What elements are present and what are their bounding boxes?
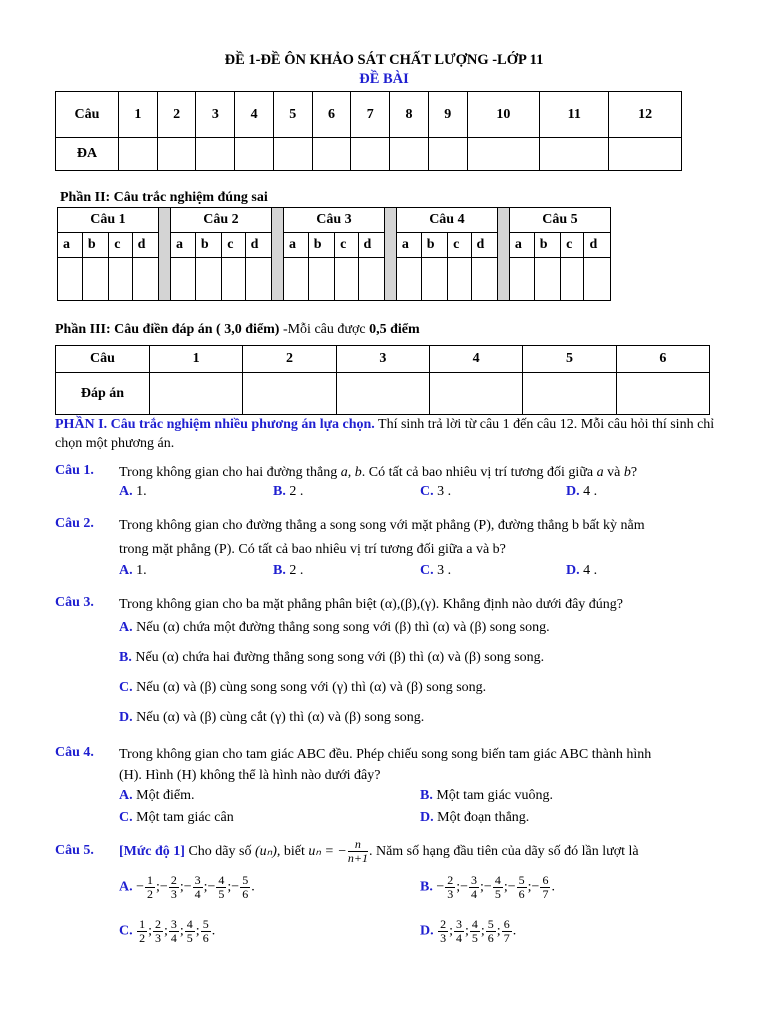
answer-cell[interactable] — [273, 138, 312, 171]
separator — [271, 208, 283, 301]
answer-cell[interactable] — [471, 258, 497, 301]
table-col: 1 — [119, 92, 158, 138]
answer-cell[interactable] — [157, 138, 196, 171]
answer-cell[interactable] — [358, 258, 384, 301]
subcol-header: c — [222, 233, 245, 258]
option-a[interactable]: A. 1. — [119, 563, 147, 578]
table-col: 3 — [336, 346, 429, 373]
answer-cell[interactable] — [396, 258, 421, 301]
option-b[interactable]: B. − $\frac{2}{3}$ ;− $\frac{3}{4}$ ;− $\frac{4}{5}$ ;− $\frac{5}{6}$ ;− $\frac{6}{7}$ . — [420, 873, 555, 901]
table-row-label: ĐA — [56, 138, 119, 171]
option-b[interactable]: B. Nếu (α) chứa hai đường thẳng song song với (β) thì (α) và (β) song song. — [119, 650, 545, 665]
answer-cell[interactable] — [390, 138, 429, 171]
answer-cell[interactable] — [58, 258, 83, 301]
answer-cell[interactable] — [245, 258, 271, 301]
part3-heading — [55, 322, 420, 338]
answer-cell[interactable] — [429, 373, 522, 415]
answer-cell[interactable] — [196, 138, 235, 171]
question-label: Câu 5. — [55, 843, 94, 858]
subcol-header: c — [335, 233, 358, 258]
table-row-label: Câu — [56, 346, 150, 373]
option-c[interactable]: C. Một tam giác cân — [119, 810, 234, 825]
part3-heading-bold: Phần III: Câu điền đáp án ( 3,0 điểm) — [55, 322, 280, 337]
stem-text: ? — [630, 465, 638, 480]
answer-cell[interactable] — [428, 138, 467, 171]
answer-table-part2 — [57, 207, 611, 301]
table-col: 2 — [157, 92, 196, 138]
subcol-header: b — [421, 233, 447, 258]
option-c[interactable]: C. Nếu (α) và (β) cùng song song với (γ) thì (α) và (β) song song. — [119, 680, 487, 695]
answer-cell[interactable] — [195, 258, 221, 301]
option-b[interactable]: B. 2 . — [273, 484, 304, 499]
subcol-header: c — [109, 233, 132, 258]
answer-cell[interactable] — [335, 258, 358, 301]
group-header: Câu 5 — [509, 208, 610, 233]
option-a[interactable]: A. 1. — [119, 484, 147, 499]
group-header: Câu 2 — [170, 208, 271, 233]
answer-cell[interactable] — [609, 138, 682, 171]
part2-heading: Phần II: Câu trắc nghiệm đúng sai — [60, 190, 268, 205]
answer-cell[interactable] — [336, 373, 429, 415]
answer-table-part3 — [55, 345, 710, 415]
question-label: Câu 3. — [55, 595, 94, 610]
table-col: 2 — [243, 346, 336, 373]
table-col: 5 — [273, 92, 312, 138]
table-col: 6 — [312, 92, 351, 138]
option-c[interactable]: C. 3 . — [420, 563, 452, 578]
math-b: b — [623, 465, 631, 480]
answer-table-part1 — [55, 91, 682, 171]
option-d[interactable]: D. 4 . — [566, 563, 598, 578]
stem-text: . Năm số hạng đầu tiên của dãy số đó lần lượt là — [368, 844, 639, 859]
stem-text: . Có tất cả bao nhiêu vị trí tương đối giữa — [361, 465, 597, 480]
answer-cell[interactable] — [561, 258, 584, 301]
difficulty-level: [Mức độ 1] — [119, 844, 185, 859]
table-col: 12 — [609, 92, 682, 138]
table-col: 5 — [523, 346, 616, 373]
answer-cell[interactable] — [584, 258, 611, 301]
math-ab: a, b — [340, 465, 362, 480]
answer-cell[interactable] — [243, 373, 336, 415]
group-header: Câu 1 — [58, 208, 159, 233]
table-col: 11 — [540, 92, 609, 138]
subcol-header: c — [448, 233, 471, 258]
question-stem — [119, 835, 639, 869]
answer-cell[interactable] — [150, 373, 243, 415]
table-col: 7 — [351, 92, 390, 138]
answer-cell[interactable] — [109, 258, 132, 301]
subcol-header: c — [561, 233, 584, 258]
table-col: 10 — [467, 92, 540, 138]
answer-cell[interactable] — [616, 373, 709, 415]
part3-heading-points: 0,5 điểm — [369, 322, 420, 337]
subcol-header: d — [132, 233, 158, 258]
option-c[interactable]: C. $\frac{1}{2}$ ; $\frac{2}{3}$ ; $\frac{3}{4}$ ; $\frac{4}{5}$ ; $\frac{5}{6}$ . — [119, 917, 216, 945]
page-title: ĐỀ 1-ĐỀ ÔN KHẢO SÁT CHẤT LƯỢNG -LỚP 11 — [224, 52, 544, 68]
stem-text: và — [603, 465, 624, 480]
part1-heading-rest: Thí sinh trả lời từ câu 1 đến câu 12. Mỗi câu hỏi thí sinh chỉ chọn một phương án. — [55, 417, 715, 451]
table-col: 6 — [616, 346, 709, 373]
answer-cell[interactable] — [222, 258, 245, 301]
stem-text: , biết — [276, 844, 309, 859]
table-col: 9 — [428, 92, 467, 138]
table-row-label: Câu — [56, 92, 119, 138]
answer-cell[interactable] — [235, 138, 274, 171]
stem-text: Cho dãy số — [184, 844, 255, 859]
subcol-header: d — [245, 233, 271, 258]
question-stem-line1: Trong không gian cho tam giác ABC đều. Phép chiếu song song biến tam giác ABC thành hình — [119, 747, 652, 762]
subcol-header: b — [534, 233, 560, 258]
answer-cell[interactable] — [170, 258, 195, 301]
answer-cell[interactable] — [351, 138, 390, 171]
question-label: Câu 1. — [55, 463, 94, 478]
subcol-header: a — [283, 233, 308, 258]
table-col: 8 — [390, 92, 429, 138]
answer-cell[interactable] — [467, 138, 540, 171]
separator — [497, 208, 509, 301]
subcol-header: b — [82, 233, 108, 258]
answer-cell[interactable] — [534, 258, 560, 301]
table-col: 4 — [429, 346, 522, 373]
part1-heading — [55, 415, 715, 453]
answer-cell[interactable] — [540, 138, 609, 171]
table-row-label: Đáp án — [56, 373, 150, 415]
group-header: Câu 4 — [396, 208, 497, 233]
table-col: 4 — [235, 92, 274, 138]
subcol-header: d — [358, 233, 384, 258]
question-label: Câu 4. — [55, 745, 94, 760]
answer-cell[interactable] — [119, 138, 158, 171]
question-stem-line2: trong mặt phẳng (P). Có tất cả bao nhiêu vị trí tương đối giữa a và b? — [119, 542, 506, 557]
answer-cell[interactable] — [283, 258, 308, 301]
table-col: 1 — [150, 346, 243, 373]
subcol-header: b — [308, 233, 334, 258]
answer-cell[interactable] — [82, 258, 108, 301]
subcol-header: a — [509, 233, 534, 258]
math-fraction: $\frac{n}{n+1}$ — [347, 837, 368, 866]
question-label: Câu 2. — [55, 516, 94, 531]
answer-cell[interactable] — [132, 258, 158, 301]
option-d[interactable]: D. 4 . — [566, 484, 598, 499]
subcol-header: d — [584, 233, 611, 258]
subcol-header: a — [170, 233, 195, 258]
math-formula: uₙ = − — [308, 844, 347, 859]
part3-heading-rest: -Mỗi câu được — [279, 322, 370, 337]
subcol-header: b — [195, 233, 221, 258]
separator — [384, 208, 396, 301]
stem-text: Trong không gian cho hai đường thẳng — [119, 465, 341, 480]
option-d[interactable]: D. Nếu (α) và (β) cùng cắt (γ) thì (α) và (β) song song. — [119, 710, 425, 725]
option-b[interactable]: B. 2 . — [273, 563, 304, 578]
answer-cell[interactable] — [523, 373, 616, 415]
page-subtitle: ĐỀ BÀI — [359, 71, 409, 87]
math-a: a — [596, 465, 604, 480]
math-sequence: (uₙ) — [254, 844, 277, 859]
option-a[interactable]: A. Một điểm. — [119, 788, 195, 803]
answer-cell[interactable] — [308, 258, 334, 301]
option-a[interactable]: A. − $\frac{1}{2}$ ;− $\frac{2}{3}$ ;− $\frac{3}{4}$ ;− $\frac{4}{5}$ ;− $\frac{5}{6}$ . — [119, 873, 255, 901]
option-d[interactable]: D. Một đoạn thẳng. — [420, 810, 530, 825]
subcol-header: d — [471, 233, 497, 258]
question-stem: Trong không gian cho ba mặt phẳng phân biệt (α),(β),(γ). Khẳng định nào dưới đây đúng? — [119, 597, 624, 612]
option-a[interactable]: A. Nếu (α) chứa một đường thẳng song song với (β) thì (α) và (β) song song. — [119, 620, 550, 635]
question-stem — [119, 463, 637, 483]
answer-cell[interactable] — [421, 258, 447, 301]
answer-cell[interactable] — [509, 258, 534, 301]
group-header: Câu 3 — [283, 208, 384, 233]
question-stem-line1: Trong không gian cho đường thẳng a song song với mặt phẳng (P), đường thẳng b bất kỳ nằm — [119, 518, 645, 533]
separator — [158, 208, 170, 301]
option-c[interactable]: C. 3 . — [420, 484, 452, 499]
question-stem-line2: (H). Hình (H) không thể là hình nào dưới đây? — [119, 768, 381, 783]
option-b[interactable]: B. Một tam giác vuông. — [420, 788, 553, 803]
option-d[interactable]: D. $\frac{2}{3}$ ; $\frac{3}{4}$ ; $\frac{4}{5}$ ; $\frac{5}{6}$ ; $\frac{6}{7}$ . — [420, 917, 517, 945]
answer-cell[interactable] — [312, 138, 351, 171]
answer-cell[interactable] — [448, 258, 471, 301]
table-col: 3 — [196, 92, 235, 138]
part1-heading-bold: PHẦN I. Câu trắc nghiệm nhiều phương án lựa chọn. — [55, 417, 375, 432]
subcol-header: a — [58, 233, 83, 258]
subcol-header: a — [396, 233, 421, 258]
